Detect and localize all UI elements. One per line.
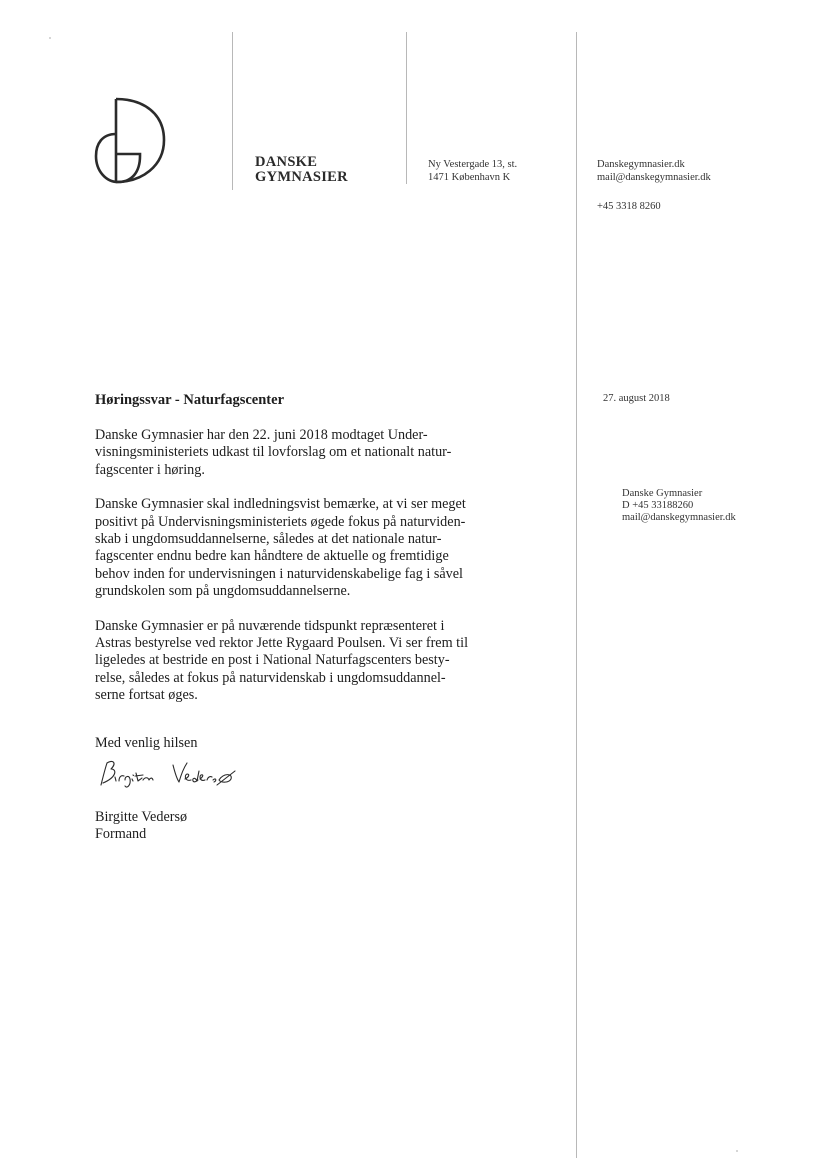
paragraph-2 [95, 496, 525, 600]
paragraph-line: visningsministeriets udkast til lovforslag om et nationalt natur- [95, 444, 452, 461]
handwritten-signature [95, 755, 255, 795]
paragraph-line: fagscenter endnu bedre kan håndtere de aktuelle og fremtidige [95, 548, 449, 565]
sender-phone: D +45 33188260 [622, 500, 694, 511]
letter-subject: Høringssvar - Naturfagscenter [95, 392, 285, 408]
danske-gymnasier-logo-icon [94, 96, 168, 186]
org-address [428, 158, 517, 184]
org-name-line2: GYMNASIER [255, 169, 348, 185]
org-name-line1: DANSKE [255, 154, 318, 170]
org-contact [597, 158, 711, 213]
letter-body [95, 427, 525, 722]
org-phone: +45 3318 8260 [597, 201, 661, 212]
paragraph-line: positivt på Undervisningsministeriets øgede fokus på naturviden- [95, 513, 466, 530]
paragraph-line: Danske Gymnasier har den 22. juni 2018 modtaget Under- [95, 427, 428, 443]
paragraph-line: Danske Gymnasier er på nuværende tidspunkt repræsenteret i [95, 617, 445, 634]
paragraph-line: grundskolen som på ungdomsuddannelserne. [95, 582, 351, 599]
rule-line-middle [406, 32, 407, 184]
signer-name: Birgitte Vedersø [95, 809, 188, 825]
scan-speck [49, 37, 51, 39]
paragraph-line: serne fortsat øges. [95, 686, 198, 703]
paragraph-line: behov inden for undervisningen i naturvidenskabelige fag i såvel [95, 565, 463, 582]
org-website: Danskegymnasier.dk [597, 159, 685, 170]
signer-title: Formand [95, 826, 147, 843]
rule-line-left [232, 32, 233, 190]
sender-email: mail@danskegymnasier.dk [622, 512, 736, 523]
paragraph-3 [95, 618, 525, 704]
sender-name: Danske Gymnasier [622, 488, 703, 499]
sender-info [622, 488, 736, 524]
paragraph-line: fagscenter i høring. [95, 461, 205, 478]
signer-block [95, 809, 187, 844]
scan-speck [736, 1150, 738, 1152]
paragraph-line: Astras bestyrelse ved rektor Jette Rygaard Poulsen. Vi ser frem til [95, 634, 469, 651]
org-email: mail@danskegymnasier.dk [597, 172, 711, 183]
paragraph-line: skab i ungdomsuddannelserne, således at det nationale natur- [95, 530, 442, 547]
address-line2: 1471 København K [428, 172, 511, 183]
paragraph-line: relse, således at fokus på naturvidenskab i ungdomsuddannel- [95, 669, 446, 686]
org-name [255, 155, 348, 185]
address-line1: Ny Vestergade 13, st. [428, 159, 518, 170]
rule-line-right [576, 32, 577, 1158]
letter-date: 27. august 2018 [603, 393, 670, 404]
paragraph-line: ligeledes at bestride en post i National Naturfagscenters besty- [95, 652, 450, 669]
paragraph-1 [95, 427, 525, 479]
letter-closing: Med venlig hilsen [95, 735, 198, 751]
paragraph-line: Danske Gymnasier skal indledningsvist bemærke, at vi ser meget [95, 496, 466, 513]
